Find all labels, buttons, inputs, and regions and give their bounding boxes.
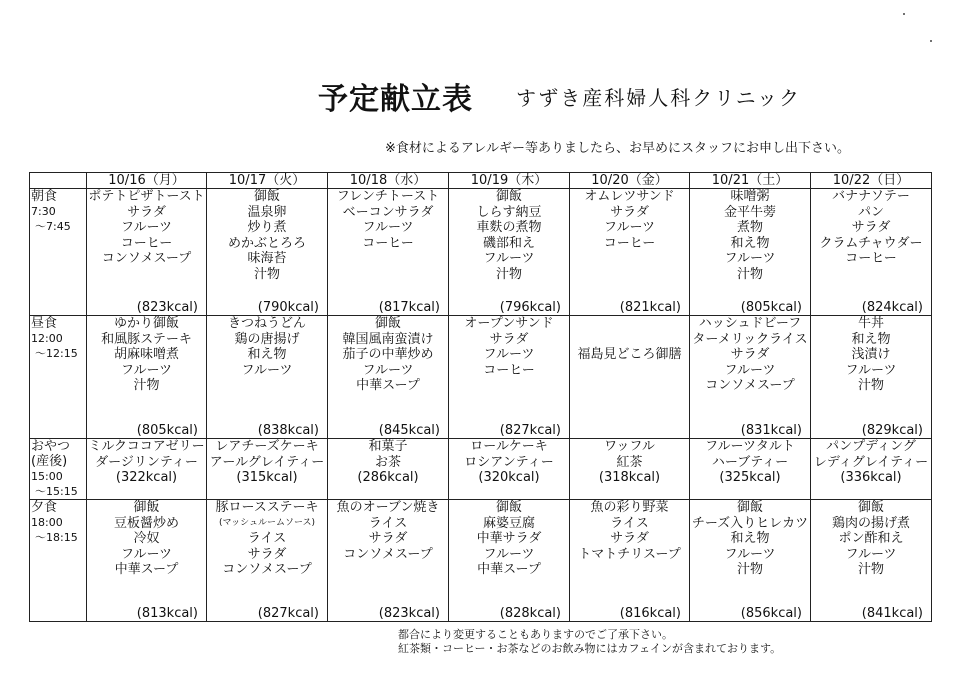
- menu-item: ポテトピザトースト: [88, 189, 205, 204]
- menu-table: [29, 172, 932, 622]
- clinic-name: すずき産科婦人科クリニック: [516, 86, 801, 110]
- menu-item: ターメリックライス: [692, 331, 808, 347]
- menu-item: 鶏肉の揚げ煮: [831, 515, 910, 531]
- menu-item: 鶏の唐揚げ: [234, 331, 300, 347]
- day-header: 10/21（土）: [690, 173, 811, 189]
- menu-item: ミルクココアゼリー: [88, 439, 205, 454]
- page-title: 予定献立表: [318, 82, 473, 117]
- menu-item: 浅漬け: [851, 347, 891, 362]
- menu-cell: [449, 189, 570, 316]
- menu-item: レディグレイティー: [813, 454, 929, 470]
- menu-item: 汁物: [133, 378, 160, 393]
- menu-item: 車麩の煮物: [476, 220, 542, 235]
- calorie-value: (823kcal): [136, 299, 198, 315]
- menu-cell: [207, 439, 328, 500]
- menu-item: コーヒー: [362, 235, 414, 251]
- menu-item: フルーツ: [483, 347, 535, 362]
- menu-cell: [87, 189, 207, 316]
- menu-item: ライス: [610, 515, 649, 531]
- calorie-value: (813kcal): [136, 605, 198, 621]
- meal-label: [30, 439, 87, 500]
- meal-time: 12:00: [31, 332, 63, 345]
- menu-cell: [449, 439, 570, 500]
- calorie-value: (838kcal): [257, 422, 319, 438]
- menu-item: 和え物: [247, 347, 287, 362]
- meal-label: [30, 316, 87, 439]
- menu-item: 中華スープ: [477, 562, 541, 577]
- menu-item: 御飯: [253, 189, 280, 204]
- menu-item: 御飯: [495, 189, 522, 204]
- menu-item: コンソメスープ: [222, 562, 312, 577]
- menu-cell: [87, 316, 207, 439]
- day-header: 10/17（火）: [207, 173, 328, 189]
- menu-item: めかぶとろろ: [227, 235, 306, 251]
- menu-cell: [207, 316, 328, 439]
- calorie-value: (286kcal): [357, 470, 419, 485]
- calorie-value: (817kcal): [378, 299, 440, 315]
- calorie-value: (790kcal): [257, 299, 319, 315]
- menu-item: コーヒー: [483, 362, 535, 378]
- menu-item: フルーツ: [724, 251, 776, 266]
- menu-item: 味海苔: [247, 251, 287, 266]
- menu-item: [571, 316, 688, 332]
- menu-item: ライス: [368, 515, 408, 531]
- menu-item: 汁物: [495, 266, 522, 282]
- meal-name: 朝食: [31, 189, 58, 204]
- menu-item: 汁物: [857, 562, 884, 577]
- allergy-note: ※食材によるアレルギー等ありましたら、お早めにスタッフにお申し出下さい。: [385, 141, 851, 156]
- day-header: 10/22（日）: [811, 173, 932, 189]
- menu-cell: [207, 500, 328, 622]
- calorie-value: (828kcal): [499, 605, 561, 621]
- menu-item: フルーツ: [483, 546, 535, 562]
- menu-item: 汁物: [736, 266, 763, 282]
- menu-item: パンプディング: [826, 439, 916, 454]
- calorie-value: (336kcal): [840, 470, 902, 485]
- menu-item: フルーツ: [724, 546, 776, 562]
- menu-item: しらす納豆: [476, 204, 542, 220]
- menu-item: フルーツ: [121, 362, 172, 378]
- menu-item: 汁物: [736, 562, 763, 577]
- menu-item: コンソメスープ: [705, 378, 795, 393]
- menu-item: ロールケーキ: [470, 439, 548, 454]
- menu-item: サラダ: [730, 347, 770, 362]
- menu-item: 冷奴: [133, 531, 160, 546]
- menu-item: 汁物: [857, 378, 884, 393]
- menu-item: レアチーズケーキ: [215, 439, 319, 454]
- menu-item: 福島見どころ御膳: [577, 347, 682, 362]
- menu-cell: [570, 439, 690, 500]
- menu-item: 麻婆豆腐: [482, 515, 535, 531]
- meal-row: [30, 439, 932, 500]
- scan-speck: [903, 13, 905, 15]
- menu-cell: [570, 189, 690, 316]
- menu-item: フルーツ: [845, 546, 897, 562]
- meal-time: 7:30: [31, 205, 56, 218]
- menu-cell: [449, 500, 570, 622]
- menu-item: 御飯: [857, 500, 884, 515]
- calorie-value: (796kcal): [499, 299, 561, 315]
- calorie-value: (325kcal): [719, 470, 781, 485]
- meal-label: [30, 189, 87, 316]
- menu-cell: [811, 189, 932, 316]
- menu-item: クラムチャウダー: [819, 235, 923, 251]
- day-header: 10/19（木）: [449, 173, 570, 189]
- menu-cell: [207, 189, 328, 316]
- menu-item: ポン酢和え: [838, 531, 904, 546]
- menu-item: 和菓子: [368, 439, 408, 454]
- meal-row: [30, 189, 932, 316]
- menu-cell: [570, 316, 690, 439]
- menu-item: 中華スープ: [114, 562, 179, 577]
- menu-item: パン: [857, 204, 884, 220]
- menu-item: 茄子の中華炒め: [342, 347, 434, 362]
- menu-item: サラダ: [851, 220, 891, 235]
- menu-item: ロシアンティー: [464, 454, 554, 470]
- menu-item: トマトチリスープ: [578, 546, 681, 562]
- menu-item: 磯部和え: [482, 235, 535, 251]
- meal-end-time: ～12:15: [35, 347, 78, 360]
- menu-item: 胡麻味噌煮: [113, 347, 179, 362]
- calorie-value: (320kcal): [478, 470, 540, 485]
- calorie-value: (805kcal): [136, 422, 198, 438]
- menu-item: フルーツタルト: [705, 439, 795, 454]
- meal-end-time: ～7:45: [35, 220, 71, 233]
- menu-item: フルーツ: [121, 220, 172, 235]
- menu-item: サラダ: [368, 531, 408, 546]
- menu-item: 温泉卵: [247, 204, 287, 220]
- menu-item: 和え物: [851, 331, 891, 347]
- header-row: [30, 173, 932, 189]
- menu-item: フレンチトースト: [336, 189, 440, 204]
- menu-cell: [690, 189, 811, 316]
- calorie-value: (829kcal): [861, 422, 923, 438]
- meal-name: 昼食: [31, 316, 58, 331]
- meal-time: 18:00: [31, 516, 63, 529]
- menu-item: ハーブティー: [711, 454, 789, 470]
- calorie-value: (856kcal): [740, 605, 802, 621]
- scan-speck: [930, 40, 932, 42]
- menu-item: コーヒー: [120, 235, 173, 251]
- menu-cell: [328, 316, 449, 439]
- menu-item: バナナソテー: [832, 189, 910, 204]
- menu-cell: [87, 439, 207, 500]
- menu-item: サラダ: [127, 204, 166, 220]
- menu-item: 和え物: [730, 531, 770, 546]
- calorie-value: (827kcal): [257, 605, 319, 621]
- menu-item: サラダ: [489, 331, 529, 347]
- footer-notes: [398, 628, 781, 656]
- menu-item: フルーツ: [483, 251, 535, 266]
- menu-item: コーヒー: [603, 235, 656, 251]
- menu-item: ゆかり御飯: [113, 316, 179, 331]
- footer-line: 都合により変更することもありますのでご了承下さい。: [398, 628, 673, 641]
- menu-item: 炒り煮: [247, 220, 287, 235]
- menu-item: 煮物: [736, 220, 763, 235]
- calorie-value: (816kcal): [619, 605, 681, 621]
- menu-item: アールグレイティー: [209, 454, 325, 470]
- meal-row: [30, 316, 932, 439]
- meal-time: 15:00: [31, 470, 63, 483]
- menu-cell: [570, 500, 690, 622]
- menu-item: 魚のオーブン焼き: [336, 500, 440, 515]
- menu-item: オープンサンド: [464, 316, 554, 331]
- calorie-value: (823kcal): [378, 605, 440, 621]
- calorie-value: (841kcal): [861, 605, 923, 621]
- menu-item: ワッフル: [604, 439, 655, 454]
- calorie-value: (322kcal): [115, 470, 178, 485]
- menu-item: [571, 332, 688, 348]
- menu-item: ダージリンティー: [95, 454, 198, 470]
- day-header: 10/20（金）: [570, 173, 690, 189]
- meal-label: [30, 500, 87, 622]
- meal-row: [30, 500, 932, 622]
- menu-cell: [328, 189, 449, 316]
- menu-item: (マッシュルームソース): [218, 517, 316, 528]
- menu-item: 御飯: [495, 500, 522, 515]
- meal-name: 夕食: [31, 500, 58, 515]
- menu-cell: [87, 500, 207, 622]
- menu-item: フルーツ: [121, 546, 172, 562]
- menu-item: フルーツ: [362, 220, 414, 235]
- menu-item: フルーツ: [604, 220, 655, 235]
- footer-line: 紅茶類・コーヒー・お茶などのお飲み物にはカフェインが含まれております。: [398, 642, 782, 655]
- calorie-value: (845kcal): [378, 422, 440, 438]
- menu-item: サラダ: [610, 531, 649, 546]
- menu-cell: [811, 316, 932, 439]
- menu-item: フルーツ: [362, 362, 414, 378]
- calorie-value: (315kcal): [236, 470, 298, 485]
- menu-item: 御飯: [374, 316, 401, 331]
- menu-cell: [690, 316, 811, 439]
- calorie-value: (318kcal): [598, 470, 661, 485]
- menu-item: サラダ: [247, 546, 287, 562]
- calorie-value: (831kcal): [740, 422, 802, 438]
- menu-item: 和風豚ステーキ: [101, 331, 192, 347]
- menu-cell: [811, 500, 932, 622]
- menu-item: コーヒー: [845, 251, 897, 266]
- menu-item: サラダ: [610, 204, 649, 220]
- corner-cell: [30, 173, 87, 189]
- menu-cell: [328, 439, 449, 500]
- menu-item: 御飯: [736, 500, 763, 515]
- day-header: 10/16（月）: [87, 173, 207, 189]
- meal-name: おやつ(産後): [31, 439, 71, 469]
- menu-item: 和え物: [730, 235, 770, 251]
- menu-item: 味噌粥: [730, 189, 770, 204]
- calorie-value: (821kcal): [619, 299, 681, 315]
- menu-item: きつねうどん: [227, 316, 306, 331]
- menu-item: 金平牛蒡: [723, 204, 776, 220]
- menu-item: 御飯: [133, 500, 160, 515]
- menu-item: コンソメスープ: [343, 546, 433, 562]
- menu-cell: [449, 316, 570, 439]
- menu-item: 豚ロースステーキ: [215, 500, 319, 515]
- menu-item: 牛丼: [857, 316, 884, 331]
- menu-item: 魚の彩り野菜: [590, 500, 669, 515]
- title-block: [318, 74, 473, 118]
- menu-cell: [328, 500, 449, 622]
- calorie-value: (827kcal): [499, 422, 561, 438]
- menu-item: ライス: [247, 531, 287, 546]
- day-header: 10/18（水）: [328, 173, 449, 189]
- calorie-value: (824kcal): [861, 299, 923, 315]
- menu-item: フルーツ: [845, 362, 897, 378]
- menu-item: ハッシュドビーフ: [698, 316, 802, 331]
- menu-item: 豆板醤炒め: [113, 515, 179, 531]
- meal-end-time: ～15:15: [35, 485, 78, 498]
- menu-item: フルーツ: [241, 362, 293, 378]
- menu-item: オムレツサンド: [584, 189, 675, 204]
- menu-item: ベーコンサラダ: [342, 204, 434, 220]
- menu-item: 中華サラダ: [476, 531, 542, 546]
- meal-end-time: ～18:15: [35, 531, 78, 544]
- menu-item: 韓国風南蛮漬け: [342, 331, 434, 347]
- menu-item: コンソメスープ: [101, 251, 192, 266]
- menu-item: フルーツ: [724, 362, 776, 378]
- menu-item: お茶: [374, 454, 401, 470]
- menu-item: 紅茶: [616, 454, 643, 470]
- menu-item: 汁物: [253, 266, 280, 282]
- menu-cell: [690, 500, 811, 622]
- menu-cell: [811, 439, 932, 500]
- menu-item: 中華スープ: [356, 378, 420, 393]
- calorie-value: (805kcal): [740, 299, 802, 315]
- menu-item: チーズ入りヒレカツ: [691, 515, 809, 531]
- menu-cell: [690, 439, 811, 500]
